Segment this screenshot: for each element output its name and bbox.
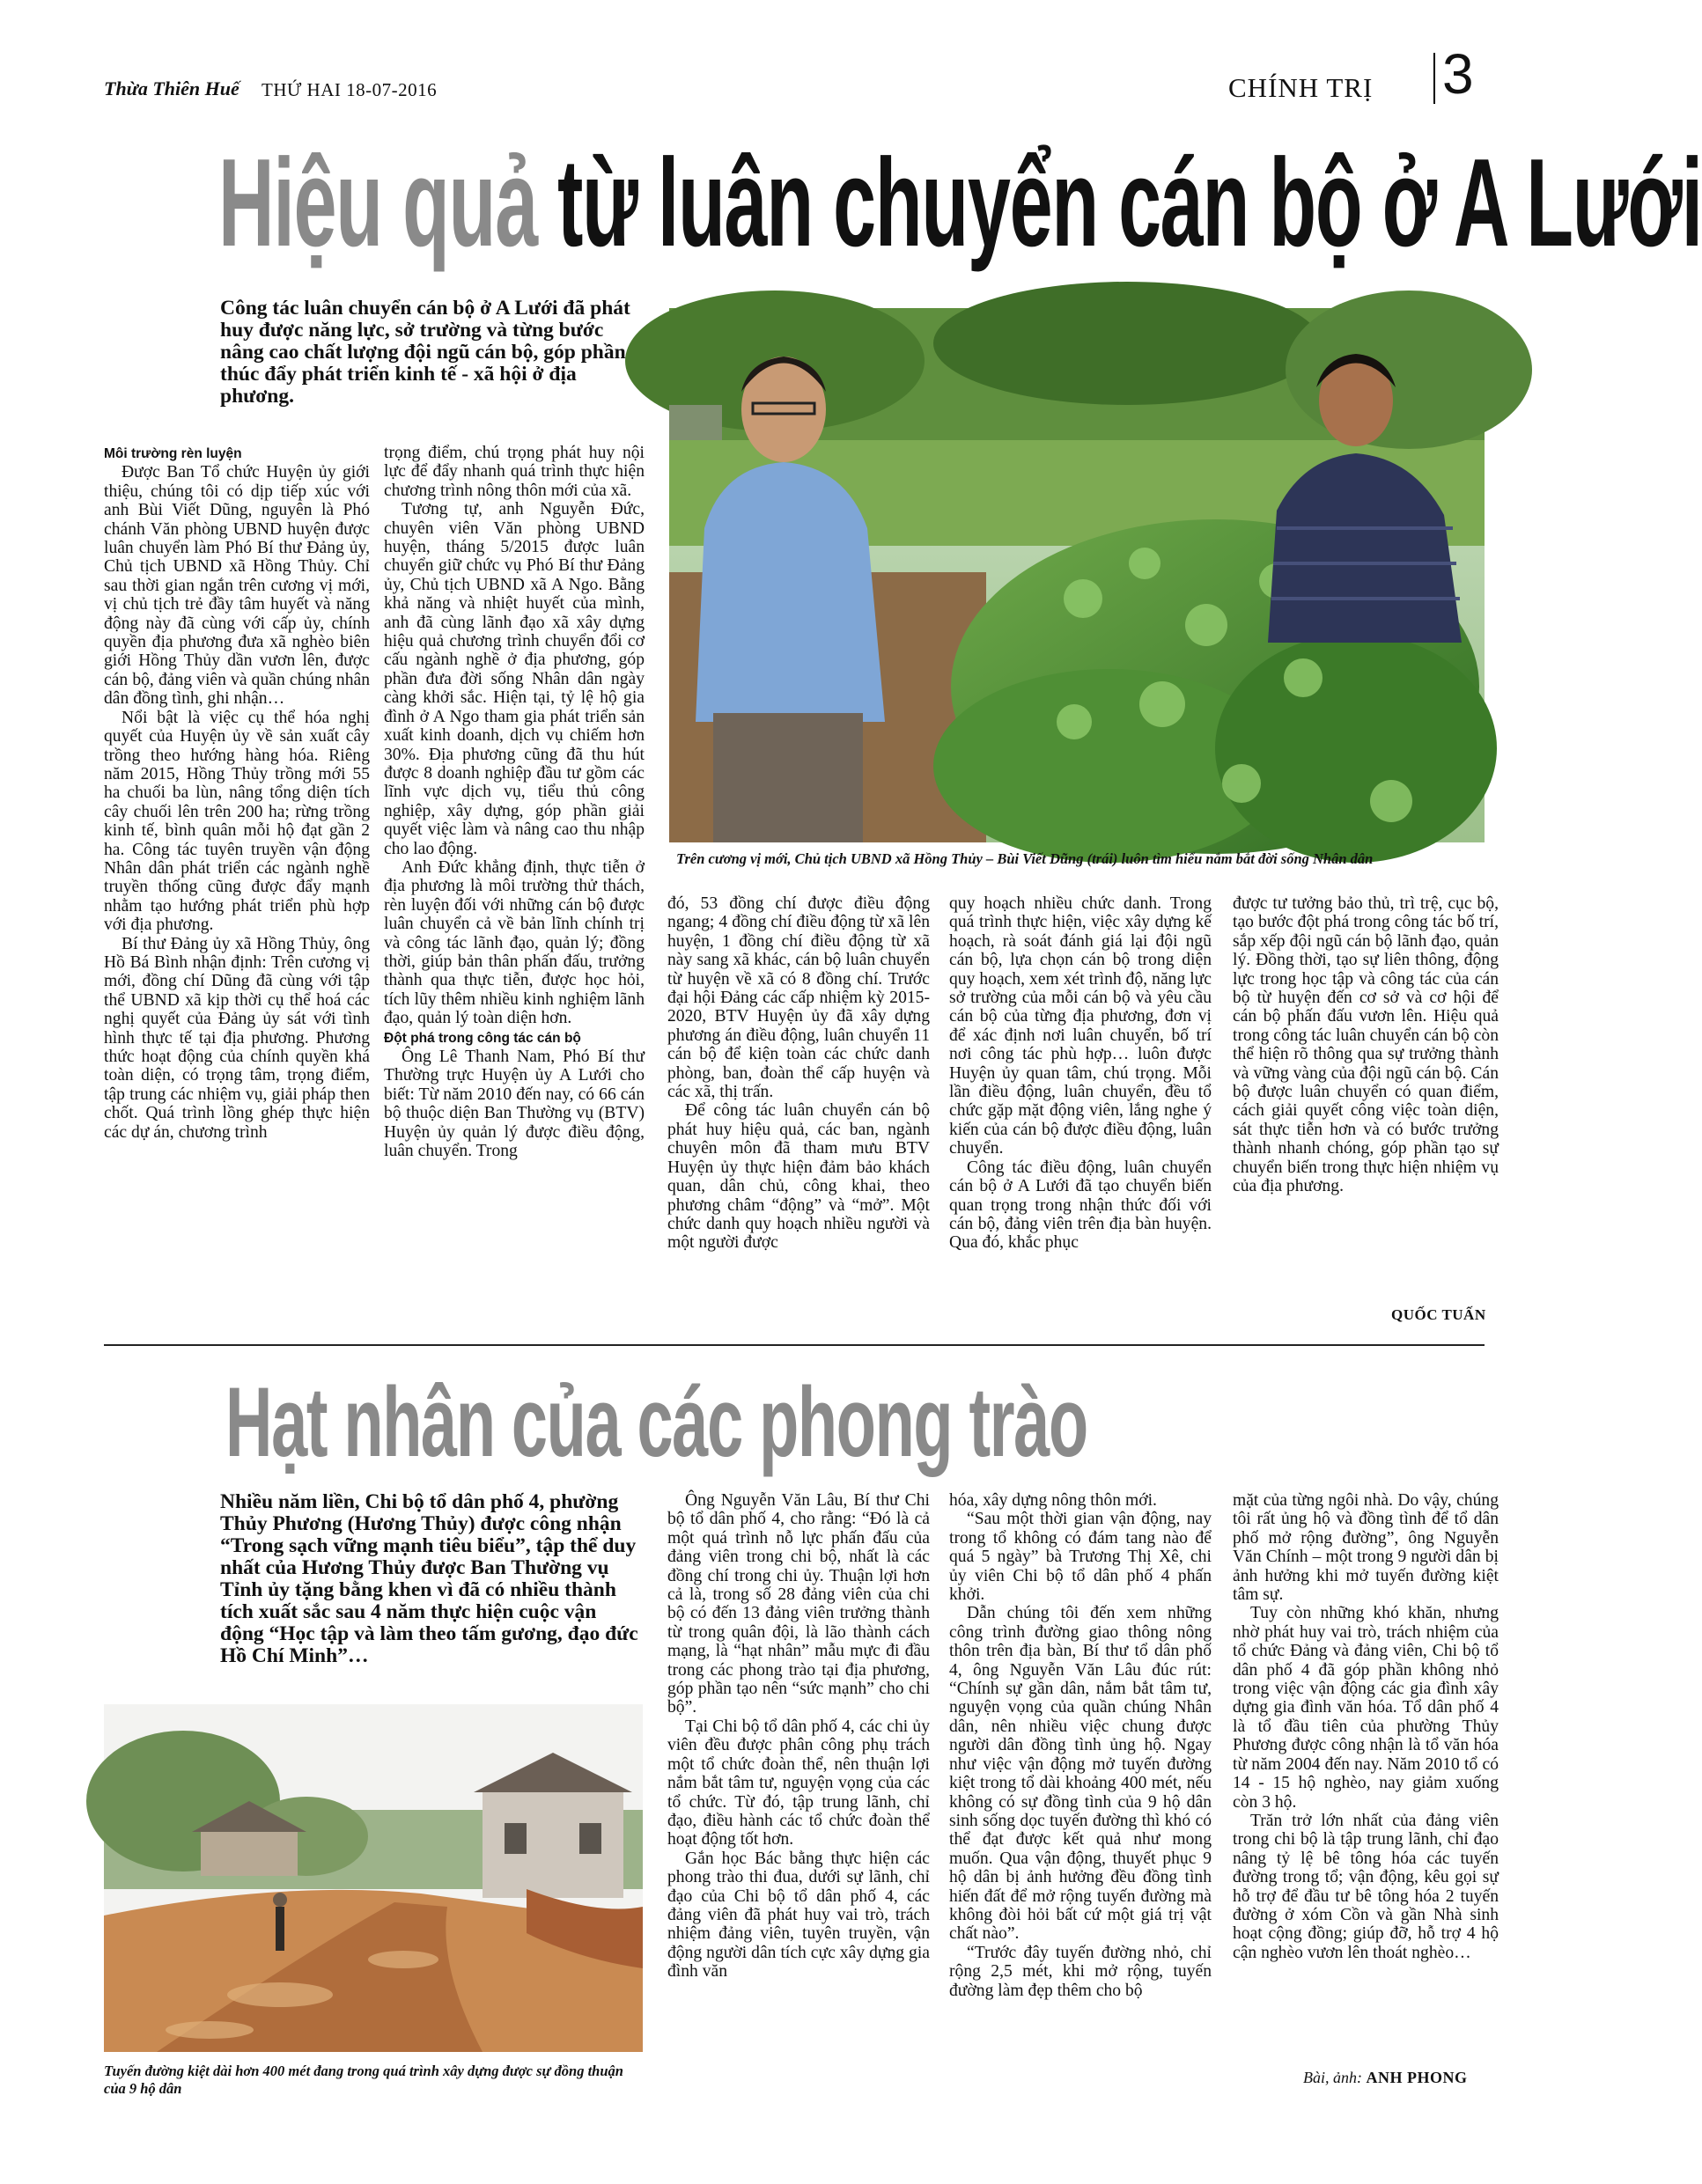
paragraph: Gắn học Bác bằng thực hiện các phong trào thi đua, dưới sự lãnh, chỉ đạo của Chi bộ tổ dân phố 4, các đảng viên đã phát huy vai trò, trách nhiệm đảng viên, tuyên truyền, vận động người dân tích cực xây dựng gia đình văn bbox=[667, 1849, 930, 1982]
paragraph: trọng điểm, chú trọng phát huy nội lực để đẩy nhanh quá trình thực hiện chương trình nông thôn mới của xã. bbox=[384, 444, 645, 500]
headline-dark-part: từ luân chuyển cán bộ ở A Lưới bbox=[557, 133, 1702, 273]
article2-column-3 bbox=[1233, 1491, 1499, 1962]
paragraph: Dẫn chúng tôi đến xem những công trình đường giao thông nông thôn trên địa bàn, Bí thư tổ dân phố 4, ông Nguyễn Văn Lâu đúc rút: “Chính sự gần dân, nắm bắt tâm tư, nguyện vọng của quần chúng Nhân dân, nên nhiều việc chung được người dân đồng tình ủng hộ. Ngay như việc vận động mở tuyến đường kiệt trong tổ dài khoảng 400 mét, nếu không có sự đồng tình của 9 hộ dân sinh sống dọc tuyến đường thì khó có thể đạt được kết quả như mong muốn. Qua vận động, thuyết phục 9 hộ dân bị ảnh hưởng đều đồng tình hiến đất để mở rộng tuyến đường mà không đòi hỏi bất cứ một giá trị vật chất nào”. bbox=[949, 1604, 1212, 1944]
article1-headline bbox=[218, 133, 1702, 273]
paragraph: Nổi bật là việc cụ thể hóa nghị quyết của Huyện ủy về sản xuất cây trồng theo hướng hàng hóa. Riêng năm 2015, Hồng Thủy trồng mới 55 ha chuối ba lùn, nâng tổng diện tích cây chuối lên trên 200 ha; rừng trồng kinh tế, bình quân mỗi hộ đạt gần 2 ha. Công tác tuyên truyền vận động Nhân dân phát triển các ngành nghề truyền thống cũng được đẩy mạnh nhằm tạo hướng phát triển phù hợp với địa phương. bbox=[104, 708, 370, 935]
paragraph: Trăn trở lớn nhất của đảng viên trong chi bộ là tập trung lãnh, chỉ đạo nâng tỷ lệ bê tông hóa các tuyến đường trong tổ; vận động, kêu gọi sự hỗ trợ để đầu tư bê tông hóa 2 tuyến đường ở xóm Cồn và gần Nhà sinh hoạt cộng đồng; giúp đỡ, hỗ trợ 4 hộ cận nghèo vươn lên thoát nghèo… bbox=[1233, 1811, 1499, 1962]
article2-column-1 bbox=[667, 1491, 930, 1982]
article1-column-3 bbox=[667, 894, 930, 1253]
byline-name: ANH PHONG bbox=[1366, 2069, 1468, 2086]
article2-lead: Nhiều năm liền, Chi bộ tổ dân phố 4, phường Thủy Phương (Hương Thủy) được công nhận “Trong sạch vững mạnh tiêu biểu”, tập thể duy nhất của Hương Thủy được Ban Thường vụ Tỉnh ủy tặng bằng khen vì đã có nhiều thành tích xuất sắc sau 4 năm thực hiện cuộc vận động “Học tập và làm theo tấm gương, đạo đức Hồ Chí Minh”… bbox=[220, 1490, 638, 1667]
paragraph: Tương tự, anh Nguyễn Đức, chuyên viên Văn phòng UBND huyện, tháng 5/2015 được luân chuyển giữ chức vụ Phó Bí thư Đảng ủy, Chủ tịch UBND xã A Ngo. Bằng khả năng và nhiệt huyết của mình, anh đã cùng lãnh đạo xã xây dựng hiệu quả chương trình chuyển đổi cơ cấu ngành nghề ở địa phương, góp phần đưa đời sống Nhân dân ngày càng khởi sắc. Hiện tại, tỷ lệ hộ gia đình ở A Ngo tham gia phát triển sản xuất kinh doanh, dịch vụ chiếm hơn 30%. Địa phương cũng đã thu hút được 8 doanh nghiệp đầu tư gồm các lĩnh vực dịch vụ, tiểu thủ công nghiệp, xây dựng, góp phần giải quyết việc làm và nâng cao thu nhập cho lao động. bbox=[384, 500, 645, 858]
paragraph: Bí thư Đảng ủy xã Hồng Thủy, ông Hồ Bá Bình nhận định: Trên cương vị mới, đồng chí Dũng đã cùng với tập thể UBND xã kịp thời cụ thể hoá các nghị quyết của Đảng ủy sát với tình hình thực tế tại địa phương. Phương thức hoạt động của chính quyền khá toàn diện, có trọng tâm, trọng điểm, tập trung các nhiệm vụ, giải pháp then chốt. Quá trình lồng ghép thực hiện các dự án, chương trình bbox=[104, 934, 370, 1142]
article2-column-2 bbox=[949, 1491, 1212, 2000]
photo-officials-in-garden bbox=[669, 308, 1485, 842]
article1-photo bbox=[669, 308, 1485, 842]
paragraph: quy hoạch nhiều chức danh. Trong quá trình thực hiện, việc xây dựng kế hoạch, rà soát đánh giá lại đội ngũ cán bộ, lựa chọn cán bộ trong diện quy hoạch, xem xét trình độ, năng lực sở trường của mỗi cán bộ và yêu cầu cán bộ của từng địa phương, đơn vị để xác định nơi luân chuyển, bố trí nơi công tác phù hợp… luôn được Huyện ủy quan tâm, chú trọng. Mỗi lần điều động, luân chuyển, đều tổ chức gặp mặt động viên, lắng nghe ý kiến của cán bộ được điều động, luân chuyển. bbox=[949, 894, 1212, 1158]
article1-column-4 bbox=[949, 894, 1212, 1253]
article1-byline: QUỐC TUẤN bbox=[1391, 1306, 1486, 1323]
issue-date: THỨ HAI 18-07-2016 bbox=[262, 79, 438, 100]
paragraph: đó, 53 đồng chí được điều động ngang; 4 đồng chí điều động từ xã lên huyện, 1 đồng chí điều động từ xã này sang xã khác, cán bộ luân chuyển từ huyện về xã có 8 đồng chí. Trước đại hội Đảng các cấp nhiệm kỳ 2015-2020, BTV Huyện ủy đã xây dựng phương án điều động, luân chuyển 11 cán bộ để kiện toàn các chức danh phòng, ban, đoàn thể cấp huyện và các xã, thị trấn. bbox=[667, 894, 930, 1102]
header-divider bbox=[1433, 53, 1435, 104]
page-number: 3 bbox=[1442, 42, 1474, 106]
paragraph: Tuy còn những khó khăn, nhưng nhờ phát huy vai trò, trách nhiệm của tổ chức Đảng và đảng viên, Chi bộ tổ dân phố 4 đã góp phần không nhỏ trong việc vận động các gia đình xây dựng gia đình văn hóa. Tổ dân phố 4 là tổ đầu tiên của phường Thủy Phương được công nhận là tổ văn hóa từ năm 2004 đến nay. Năm 2010 tổ có 14 - 15 hộ nghèo, nay giảm xuống còn 3 hộ. bbox=[1233, 1604, 1499, 1812]
newspaper-name: Thừa Thiên Huế bbox=[104, 77, 239, 99]
paragraph: Tại Chi bộ tổ dân phố 4, các chi ủy viên đều được phân công phụ trách một tổ chức đoàn thể, nên thuận lợi nắm bắt tâm tư, nguyện vọng của các tổ chức. Từ đó, tập trung lãnh, chỉ đạo, điều hành các tổ chức đoàn thể hoạt động tốt hơn. bbox=[667, 1717, 930, 1849]
paragraph: được tư tưởng bảo thủ, trì trệ, cục bộ, tạo bước đột phá trong công tác bố trí, sắp xếp đội ngũ cán bộ lãnh đạo, quản lý. Đồng thời, tạo sự liên thông, động lực trong học tập và công tác của cán bộ từ huyện đến cơ sở và cơ hội để cán bộ phấn đấu vươn lên. Hiệu quả trong công tác luân chuyển cán bộ còn thể hiện rõ thông qua sự trưởng thành và vững vàng của đội ngũ cán bộ. Cán bộ được luân chuyển có quan điểm, cách giải quyết công việc toàn diện, sát thực tiễn hơn và có bước trưởng thành nhanh chóng, góp phần tạo sự chuyển biến trong thực hiện nhiệm vụ của địa phương. bbox=[1233, 894, 1499, 1196]
paragraph: Được Ban Tổ chức Huyện ủy giới thiệu, chúng tôi có dịp tiếp xúc với anh Bùi Viết Dũng, nguyên là Phó chánh Văn phòng UBND huyện được luân chuyển làm Phó Bí thư Đảng ủy, Chủ tịch UBND xã Hồng Thủy. Chỉ sau thời gian ngắn trên cương vị mới, vị chủ tịch trẻ đầy tâm huyết và năng động này đã cùng với cấp ủy, chính quyền địa phương đưa xã nghèo biên giới Hồng Thủy dần vươn lên, được cán bộ, đảng viên và quần chúng nhân dân đồng tình, ghi nhận… bbox=[104, 463, 370, 709]
headline-gray-part: Hiệu quả bbox=[218, 133, 537, 273]
article1-column-5 bbox=[1233, 894, 1499, 1196]
article1-photo-caption: Trên cương vị mới, Chủ tịch UBND xã Hồng Thủy – Bùi Viết Dũng (trái) luôn tìm hiểu nắm bắt đời sống Nhân dân bbox=[676, 850, 1374, 867]
article2-headline: Hạt nhân của các phong trào bbox=[225, 1367, 1087, 1477]
paragraph: Ông Nguyễn Văn Lâu, Bí thư Chi bộ tổ dân phố 4, cho rằng: “Đó là cả một quá trình nỗ lực phấn đấu của đảng viên trong chi bộ, nhất là các đồng chí trong chi ủy. Thuận lợi hơn cả là, trong số 28 đảng viên của chi bộ có đến 13 đảng viên trưởng thành từ trong quân đội, là lão thành cách mạng, là “hạt nhân” mẫu mực đi đầu trong các phong trào tại địa phương, góp phần tạo nên “sức mạnh” cho chi bộ”. bbox=[667, 1491, 930, 1717]
paragraph: Để công tác luân chuyển cán bộ phát huy hiệu quả, các ban, ngành chuyên môn đã tham mưu BTV Huyện ủy thực hiện đảm bảo khách quan, dân chủ, công khai, theo phương châm “động” và “mở”. Một chức danh quy hoạch nhiều người và một người được bbox=[667, 1101, 930, 1253]
article2-photo-caption: Tuyến đường kiệt dài hơn 400 mét đang trong quá trình xây dựng được sự đồng thuận của 9 hộ dân bbox=[104, 2063, 623, 2097]
article1-lead: Công tác luân chuyển cán bộ ở A Lưới đã phát huy được năng lực, sở trường và từng bước nâng cao chất lượng đội ngũ cán bộ, góp phần thúc đẩy phát triển kinh tế - xã hội ở địa phương. bbox=[220, 297, 630, 408]
paragraph: hóa, xây dựng nông thôn mới. bbox=[949, 1491, 1157, 1510]
article2-photo bbox=[104, 1704, 643, 2052]
byline-prefix: Bài, ảnh: bbox=[1303, 2069, 1362, 2086]
paragraph: Anh Đức khẳng định, thực tiễn ở địa phương là môi trường thử thách, rèn luyện đối với những cán bộ được luân chuyển cả về bản lĩnh chính trị và công tác lãnh đạo, quản lý; đồng thời, giúp bản thân phấn đấu, trưởng thành qua thực tiễn, được học hỏi, tích lũy thêm nhiều kinh nghiệm lãnh đạo, quản lý toàn diện hơn. bbox=[384, 857, 645, 1028]
subheading: Môi trường rèn luyện bbox=[104, 446, 242, 461]
article-separator bbox=[104, 1344, 1485, 1346]
photo-dirt-road bbox=[104, 1704, 643, 2052]
paragraph: “Sau một thời gian vận động, nay trong tổ không có đám tang nào để quá 5 ngày” bà Trương Thị Xê, chi ủy viên Chi bộ tổ dân phố 4 phấn khởi. bbox=[949, 1510, 1212, 1605]
subheading: Đột phá trong công tác cán bộ bbox=[384, 1030, 581, 1046]
paragraph: Ông Lê Thanh Nam, Phó Bí thư Thường trực Huyện ủy A Lưới cho biết: Từ năm 2010 đến nay, có 66 cán bộ thuộc diện Ban Thường vụ (BTV) Huyện ủy quản lý được điều động, luân chuyển. Trong bbox=[384, 1048, 645, 1161]
paragraph: “Trước đây tuyến đường nhỏ, chỉ rộng 2,5 mét, khi mở rộng, tuyến đường làm đẹp thêm cho bộ bbox=[949, 1943, 1212, 2000]
paragraph: mặt của từng ngôi nhà. Do vậy, chúng tôi rất ủng hộ và đồng tình để tổ dân phố mở rộng đường”, ông Nguyễn Văn Chính – một trong 9 người dân bị ảnh hưởng khi mở tuyến đường kiệt tâm sự. bbox=[1233, 1491, 1499, 1605]
article1-column-1 bbox=[104, 444, 370, 1142]
paragraph: Công tác điều động, luân chuyển cán bộ ở A Lưới đã tạo chuyển biến quan trọng trong nhận thức đối với cán bộ, đảng viên trên địa bàn huyện. Qua đó, khắc phục bbox=[949, 1158, 1212, 1253]
section-title: CHÍNH TRỊ bbox=[1228, 72, 1374, 103]
article1-column-2 bbox=[384, 444, 645, 1160]
article2-byline bbox=[1303, 2069, 1468, 2087]
